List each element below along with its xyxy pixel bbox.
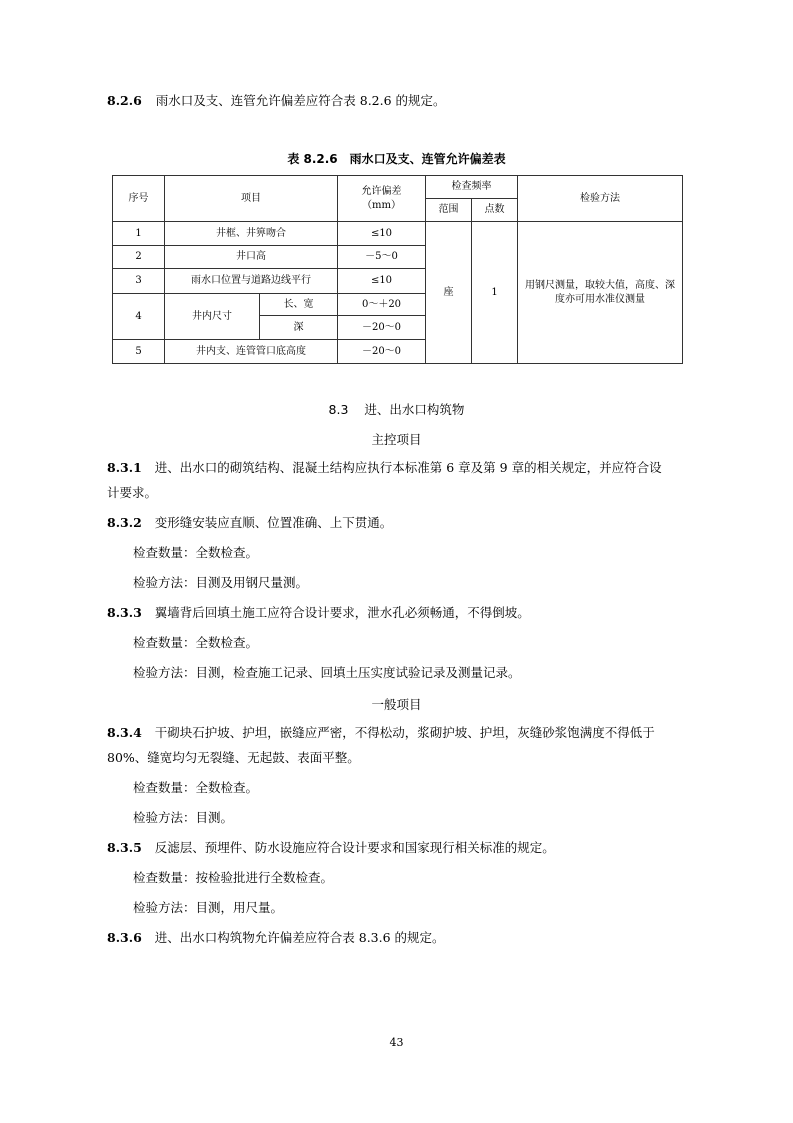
- clause-number: 8.3.4: [107, 725, 142, 740]
- check-quantity: 检查数量：全数检查。: [133, 780, 259, 795]
- check-quantity: 检查数量：全数检查。: [133, 635, 259, 650]
- check-method: 检验方法：目测。: [133, 810, 234, 825]
- clause-8-2-6: [107, 93, 446, 109]
- main-items-heading: 主控项目: [371, 432, 422, 447]
- page-number: 43: [389, 1036, 404, 1049]
- row4-seq: 4: [113, 294, 165, 340]
- header-item: 项目: [165, 176, 338, 222]
- header-tolerance-line1: 允许偏差: [361, 185, 402, 197]
- header-seq: 序号: [113, 176, 165, 222]
- row1-seq: 1: [113, 222, 165, 246]
- clause-8-3-1-continued: 计要求。: [107, 485, 158, 500]
- clause-8-3-5: [107, 840, 555, 856]
- check-method: 检验方法：目测，检查施工记录、回填土压实度试验记录及测量记录。: [133, 665, 521, 680]
- points-value: 1: [472, 222, 518, 364]
- header-tolerance-line2: （mm）: [362, 199, 401, 211]
- row4-item: 井内尺寸: [165, 294, 260, 340]
- clause-8-3-4-continued: 80%、缝宽均匀无裂缝、无起鼓、表面平整。: [107, 750, 360, 765]
- clause-text: 干砌块石护坡、护坦，嵌缝应严密，不得松动，浆砌护坡、护坦，灰缝砂浆饱满度不得低于: [154, 725, 655, 740]
- row5-seq: 5: [113, 340, 165, 364]
- table-caption: 表 8.2.6 雨水口及支、连管允许偏差表: [287, 152, 506, 166]
- row2-seq: 2: [113, 246, 165, 269]
- row4-sub2: 深: [260, 316, 338, 340]
- clause-text: 翼墙背后回填土施工应符合设计要求，泄水孔必须畅通，不得倒坡。: [154, 605, 530, 620]
- header-tolerance: [338, 176, 426, 222]
- row4-sub1: 长、宽: [260, 294, 338, 316]
- row3-item: 雨水口位置与道路边线平行: [165, 269, 338, 294]
- clause-text: 变形缝安装应直顺、位置准确、上下贯通。: [154, 515, 393, 530]
- clause-number: 8.2.6: [107, 93, 142, 108]
- header-range: 范围: [426, 199, 472, 222]
- row1-item: 井框、井箅吻合: [165, 222, 338, 246]
- header-frequency: 检查频率: [426, 176, 518, 199]
- clause-number: 8.3.2: [107, 515, 142, 530]
- section-heading: [0, 400, 793, 418]
- clause-number: 8.3.1: [107, 460, 142, 475]
- header-method: 检验方法: [518, 176, 683, 222]
- clause-8-3-1: [107, 460, 662, 476]
- clause-8-3-2: [107, 515, 392, 531]
- method-line2: 度亦可用水准仪测量: [555, 293, 645, 305]
- check-quantity: 检查数量：按检验批进行全数检查。: [133, 870, 334, 885]
- clause-8-3-6: [107, 930, 445, 946]
- check-quantity: 检查数量：全数检查。: [133, 545, 259, 560]
- row3-tolerance: ≤10: [338, 269, 426, 294]
- clause-8-3-4: [107, 725, 655, 741]
- row4-tolerance1: 0～＋20: [338, 294, 426, 316]
- clause-text: 反滤层、预埋件、防水设施应符合设计要求和国家现行相关标准的规定。: [154, 840, 555, 855]
- clause-number: 8.3.6: [107, 930, 142, 945]
- check-method: 检验方法：目测及用钢尺量测。: [133, 575, 309, 590]
- tolerance-table: [112, 175, 683, 364]
- clause-number: 8.3.3: [107, 605, 142, 620]
- range-value: 座: [426, 222, 472, 364]
- method-line1: 用钢尺测量，取较大值，高度、深: [525, 279, 675, 291]
- check-method: 检验方法：目测，用尺量。: [133, 900, 284, 915]
- clause-text: 雨水口及支、连管允许偏差应符合表 8.2.6 的规定。: [155, 93, 446, 108]
- row1-tolerance: ≤10: [338, 222, 426, 246]
- section-title: 进、出水口构筑物: [364, 402, 465, 417]
- clause-text: 进、出水口构筑物允许偏差应符合表 8.3.6 的规定。: [154, 930, 445, 945]
- method-value: [518, 222, 683, 364]
- clause-text: 进、出水口的砌筑结构、混凝土结构应执行本标准第 6 章及第 9 章的相关规定，并应符合设: [154, 460, 662, 475]
- row3-seq: 3: [113, 269, 165, 294]
- header-points: 点数: [472, 199, 518, 222]
- row5-item: 井内支、连管管口底高度: [165, 340, 338, 364]
- row2-item: 井口高: [165, 246, 338, 269]
- row2-tolerance: －5～0: [338, 246, 426, 269]
- row5-tolerance: －20～0: [338, 340, 426, 364]
- general-items-heading: 一般项目: [371, 697, 422, 712]
- row4-tolerance2: －20～0: [338, 316, 426, 340]
- clause-8-3-3: [107, 605, 530, 621]
- section-number: 8.3: [328, 402, 349, 417]
- clause-number: 8.3.5: [107, 840, 142, 855]
